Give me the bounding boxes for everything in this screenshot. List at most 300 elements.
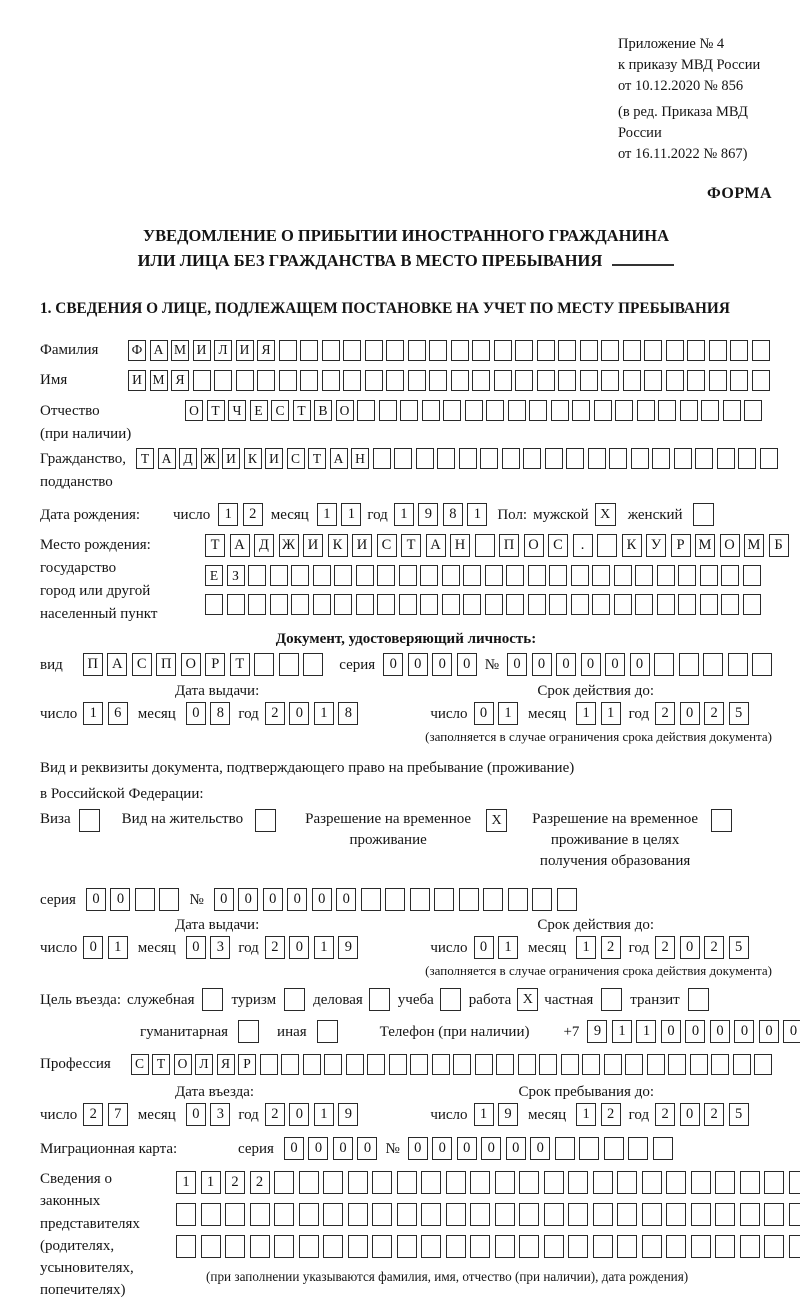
char-cell[interactable]: 2 xyxy=(704,1103,724,1126)
residence-valid-day-cells[interactable] xyxy=(474,936,519,959)
char-cell[interactable]: 1 xyxy=(576,1103,596,1126)
birth-place-cells-row3[interactable] xyxy=(205,594,789,615)
char-cell[interactable] xyxy=(617,1171,637,1194)
char-cell[interactable] xyxy=(475,534,495,557)
char-cell[interactable] xyxy=(495,1235,515,1258)
char-cell[interactable] xyxy=(635,565,653,586)
char-cell[interactable]: 2 xyxy=(655,936,675,959)
char-cell[interactable]: П xyxy=(499,534,519,557)
char-cell[interactable]: 0 xyxy=(186,936,206,959)
char-cell[interactable] xyxy=(291,594,309,615)
char-cell[interactable] xyxy=(679,653,699,676)
char-cell[interactable] xyxy=(356,565,374,586)
char-cell[interactable] xyxy=(442,594,460,615)
char-cell[interactable]: 0 xyxy=(357,1137,377,1160)
char-cell[interactable]: А xyxy=(158,448,176,469)
char-cell[interactable] xyxy=(721,594,739,615)
char-cell[interactable]: Л xyxy=(214,340,232,361)
char-cell[interactable] xyxy=(623,340,641,361)
char-cell[interactable] xyxy=(721,565,739,586)
char-cell[interactable] xyxy=(343,340,361,361)
checkbox-transit[interactable] xyxy=(688,988,709,1011)
char-cell[interactable] xyxy=(470,1171,490,1194)
char-cell[interactable] xyxy=(260,1054,278,1075)
entry-month-cells[interactable] xyxy=(186,1103,231,1126)
char-cell[interactable] xyxy=(408,340,426,361)
char-cell[interactable] xyxy=(674,448,692,469)
char-cell[interactable]: У xyxy=(646,534,666,557)
char-cell[interactable] xyxy=(446,1235,466,1258)
char-cell[interactable] xyxy=(555,1137,575,1160)
char-cell[interactable] xyxy=(568,1235,588,1258)
char-cell[interactable] xyxy=(446,1171,466,1194)
char-cell[interactable] xyxy=(652,448,670,469)
char-cell[interactable] xyxy=(519,1171,539,1194)
char-cell[interactable]: 0 xyxy=(432,653,452,676)
char-cell[interactable]: 8 xyxy=(210,702,230,725)
char-cell[interactable]: Н xyxy=(351,448,369,469)
char-cell[interactable]: А xyxy=(230,534,250,557)
char-cell[interactable] xyxy=(544,1203,564,1226)
char-cell[interactable] xyxy=(580,370,598,391)
char-cell[interactable] xyxy=(568,1171,588,1194)
char-cell[interactable] xyxy=(270,565,288,586)
char-cell[interactable]: Т xyxy=(152,1054,170,1075)
char-cell[interactable] xyxy=(680,400,698,421)
char-cell[interactable] xyxy=(372,1171,392,1194)
char-cell[interactable] xyxy=(443,400,461,421)
char-cell[interactable] xyxy=(463,565,481,586)
migration-card-number-cells[interactable] xyxy=(408,1137,673,1160)
char-cell[interactable] xyxy=(373,448,391,469)
char-cell[interactable]: 2 xyxy=(243,503,263,526)
char-cell[interactable] xyxy=(472,370,490,391)
char-cell[interactable] xyxy=(356,594,374,615)
char-cell[interactable] xyxy=(496,1054,514,1075)
char-cell[interactable]: 0 xyxy=(759,1020,779,1043)
checkbox-temporary-residence-education[interactable] xyxy=(711,809,732,832)
char-cell[interactable]: М xyxy=(150,370,168,391)
stay-year-cells[interactable] xyxy=(655,1103,749,1126)
char-cell[interactable] xyxy=(397,1203,417,1226)
char-cell[interactable]: 5 xyxy=(729,702,749,725)
char-cell[interactable] xyxy=(254,653,274,676)
char-cell[interactable]: 9 xyxy=(498,1103,518,1126)
residence-valid-month-cells[interactable] xyxy=(576,936,621,959)
identity-valid-year-cells[interactable] xyxy=(655,702,749,725)
char-cell[interactable] xyxy=(399,594,417,615)
char-cell[interactable]: 1 xyxy=(394,503,414,526)
char-cell[interactable] xyxy=(523,448,541,469)
char-cell[interactable] xyxy=(324,1054,342,1075)
char-cell[interactable]: 1 xyxy=(498,936,518,959)
char-cell[interactable]: Ч xyxy=(228,400,246,421)
char-cell[interactable] xyxy=(274,1235,294,1258)
char-cell[interactable] xyxy=(752,653,772,676)
char-cell[interactable] xyxy=(715,1235,735,1258)
char-cell[interactable] xyxy=(225,1203,245,1226)
char-cell[interactable] xyxy=(372,1235,392,1258)
char-cell[interactable] xyxy=(668,1054,686,1075)
char-cell[interactable] xyxy=(687,370,705,391)
char-cell[interactable]: 0 xyxy=(86,888,106,911)
char-cell[interactable] xyxy=(592,565,610,586)
char-cell[interactable]: А xyxy=(330,448,348,469)
char-cell[interactable] xyxy=(248,594,266,615)
char-cell[interactable] xyxy=(422,400,440,421)
identity-valid-month-cells[interactable] xyxy=(576,702,621,725)
char-cell[interactable] xyxy=(558,340,576,361)
char-cell[interactable] xyxy=(568,1203,588,1226)
checkbox-residence-permit[interactable] xyxy=(255,809,276,832)
char-cell[interactable]: 0 xyxy=(110,888,130,911)
char-cell[interactable]: 0 xyxy=(680,702,700,725)
residence-doc-series-cells[interactable] xyxy=(86,888,180,911)
char-cell[interactable]: Н xyxy=(450,534,470,557)
char-cell[interactable] xyxy=(334,565,352,586)
char-cell[interactable] xyxy=(642,1171,662,1194)
birth-day-cells[interactable] xyxy=(218,503,263,526)
char-cell[interactable] xyxy=(549,594,567,615)
char-cell[interactable] xyxy=(532,888,552,911)
char-cell[interactable]: 0 xyxy=(289,702,309,725)
char-cell[interactable] xyxy=(789,1171,800,1194)
char-cell[interactable]: И xyxy=(236,340,254,361)
char-cell[interactable] xyxy=(485,594,503,615)
char-cell[interactable]: 0 xyxy=(287,888,307,911)
char-cell[interactable]: Т xyxy=(293,400,311,421)
char-cell[interactable]: С xyxy=(131,1054,149,1075)
char-cell[interactable]: 9 xyxy=(418,503,438,526)
char-cell[interactable]: 8 xyxy=(338,702,358,725)
char-cell[interactable] xyxy=(323,1235,343,1258)
checkbox-male[interactable]: X xyxy=(595,503,616,526)
char-cell[interactable]: О xyxy=(181,653,201,676)
char-cell[interactable] xyxy=(343,370,361,391)
char-cell[interactable] xyxy=(571,565,589,586)
char-cell[interactable]: 0 xyxy=(474,936,494,959)
char-cell[interactable] xyxy=(515,340,533,361)
identity-issue-year-cells[interactable] xyxy=(265,702,359,725)
char-cell[interactable] xyxy=(442,565,460,586)
char-cell[interactable] xyxy=(377,594,395,615)
residence-issue-year-cells[interactable] xyxy=(265,936,359,959)
char-cell[interactable] xyxy=(495,1203,515,1226)
char-cell[interactable] xyxy=(451,370,469,391)
char-cell[interactable] xyxy=(754,1054,772,1075)
char-cell[interactable]: М xyxy=(695,534,715,557)
char-cell[interactable]: 0 xyxy=(507,653,527,676)
given-name-cells[interactable] xyxy=(128,370,770,391)
char-cell[interactable] xyxy=(397,1171,417,1194)
char-cell[interactable] xyxy=(597,534,617,557)
char-cell[interactable]: И xyxy=(193,340,211,361)
char-cell[interactable] xyxy=(508,400,526,421)
char-cell[interactable] xyxy=(416,448,434,469)
char-cell[interactable] xyxy=(432,1054,450,1075)
char-cell[interactable]: 1 xyxy=(83,702,103,725)
char-cell[interactable]: Б xyxy=(769,534,789,557)
legal-cells-row1[interactable] xyxy=(176,1171,800,1194)
char-cell[interactable]: 0 xyxy=(685,1020,705,1043)
char-cell[interactable] xyxy=(437,448,455,469)
char-cell[interactable] xyxy=(475,1054,493,1075)
char-cell[interactable] xyxy=(506,594,524,615)
checkbox-private[interactable] xyxy=(601,988,622,1011)
char-cell[interactable] xyxy=(644,340,662,361)
char-cell[interactable] xyxy=(545,448,563,469)
char-cell[interactable]: К xyxy=(328,534,348,557)
char-cell[interactable]: Я xyxy=(217,1054,235,1075)
char-cell[interactable] xyxy=(709,340,727,361)
char-cell[interactable]: 1 xyxy=(201,1171,221,1194)
char-cell[interactable]: И xyxy=(303,534,323,557)
migration-card-series-cells[interactable] xyxy=(284,1137,378,1160)
char-cell[interactable]: 0 xyxy=(783,1020,800,1043)
char-cell[interactable]: 0 xyxy=(661,1020,681,1043)
char-cell[interactable] xyxy=(730,370,748,391)
checkbox-study[interactable] xyxy=(440,988,461,1011)
char-cell[interactable]: 1 xyxy=(108,936,128,959)
citizenship-cells[interactable] xyxy=(136,448,778,469)
char-cell[interactable]: 0 xyxy=(214,888,234,911)
char-cell[interactable] xyxy=(421,1235,441,1258)
char-cell[interactable] xyxy=(700,594,718,615)
char-cell[interactable] xyxy=(463,594,481,615)
char-cell[interactable]: В xyxy=(314,400,332,421)
char-cell[interactable] xyxy=(274,1203,294,1226)
char-cell[interactable] xyxy=(728,653,748,676)
residence-issue-month-cells[interactable] xyxy=(186,936,231,959)
char-cell[interactable] xyxy=(571,594,589,615)
char-cell[interactable] xyxy=(678,565,696,586)
char-cell[interactable] xyxy=(236,370,254,391)
char-cell[interactable] xyxy=(348,1235,368,1258)
char-cell[interactable]: 2 xyxy=(704,702,724,725)
char-cell[interactable]: 0 xyxy=(680,936,700,959)
char-cell[interactable]: 0 xyxy=(333,1137,353,1160)
char-cell[interactable] xyxy=(176,1235,196,1258)
char-cell[interactable] xyxy=(657,565,675,586)
char-cell[interactable]: 1 xyxy=(314,1103,334,1126)
char-cell[interactable]: 0 xyxy=(308,1137,328,1160)
char-cell[interactable] xyxy=(637,400,655,421)
char-cell[interactable] xyxy=(789,1203,800,1226)
char-cell[interactable]: 3 xyxy=(210,936,230,959)
char-cell[interactable] xyxy=(557,888,577,911)
char-cell[interactable]: Я xyxy=(171,370,189,391)
identity-issue-month-cells[interactable] xyxy=(186,702,231,725)
char-cell[interactable] xyxy=(549,565,567,586)
char-cell[interactable] xyxy=(631,448,649,469)
char-cell[interactable] xyxy=(459,448,477,469)
char-cell[interactable]: 2 xyxy=(265,936,285,959)
char-cell[interactable]: 0 xyxy=(83,936,103,959)
char-cell[interactable] xyxy=(394,448,412,469)
char-cell[interactable] xyxy=(372,1203,392,1226)
char-cell[interactable]: И xyxy=(222,448,240,469)
char-cell[interactable] xyxy=(644,370,662,391)
char-cell[interactable] xyxy=(740,1171,760,1194)
char-cell[interactable] xyxy=(429,340,447,361)
char-cell[interactable]: Л xyxy=(195,1054,213,1075)
entry-day-cells[interactable] xyxy=(83,1103,128,1126)
char-cell[interactable] xyxy=(623,370,641,391)
profession-cells[interactable] xyxy=(131,1054,773,1075)
char-cell[interactable]: 0 xyxy=(605,653,625,676)
char-cell[interactable] xyxy=(322,370,340,391)
char-cell[interactable] xyxy=(313,594,331,615)
char-cell[interactable] xyxy=(580,340,598,361)
char-cell[interactable] xyxy=(386,370,404,391)
char-cell[interactable] xyxy=(508,888,528,911)
char-cell[interactable] xyxy=(715,1203,735,1226)
char-cell[interactable]: 1 xyxy=(576,936,596,959)
char-cell[interactable] xyxy=(717,448,735,469)
char-cell[interactable] xyxy=(420,594,438,615)
char-cell[interactable] xyxy=(494,370,512,391)
char-cell[interactable]: 0 xyxy=(506,1137,526,1160)
checkbox-work[interactable]: X xyxy=(517,988,538,1011)
char-cell[interactable] xyxy=(691,1171,711,1194)
char-cell[interactable] xyxy=(666,370,684,391)
char-cell[interactable]: 2 xyxy=(704,936,724,959)
char-cell[interactable] xyxy=(225,1235,245,1258)
char-cell[interactable]: 2 xyxy=(265,1103,285,1126)
char-cell[interactable]: 7 xyxy=(108,1103,128,1126)
char-cell[interactable] xyxy=(257,370,275,391)
char-cell[interactable]: М xyxy=(744,534,764,557)
char-cell[interactable]: 9 xyxy=(338,1103,358,1126)
char-cell[interactable]: Р xyxy=(238,1054,256,1075)
char-cell[interactable]: К xyxy=(622,534,642,557)
char-cell[interactable] xyxy=(566,448,584,469)
char-cell[interactable] xyxy=(397,1235,417,1258)
char-cell[interactable]: 0 xyxy=(630,653,650,676)
char-cell[interactable]: И xyxy=(128,370,146,391)
char-cell[interactable]: Ф xyxy=(128,340,146,361)
char-cell[interactable] xyxy=(617,1235,637,1258)
char-cell[interactable]: 0 xyxy=(530,1137,550,1160)
checkbox-visa[interactable] xyxy=(79,809,100,832)
char-cell[interactable] xyxy=(715,1171,735,1194)
char-cell[interactable] xyxy=(700,565,718,586)
char-cell[interactable]: 3 xyxy=(210,1103,230,1126)
char-cell[interactable] xyxy=(281,1054,299,1075)
char-cell[interactable] xyxy=(711,1054,729,1075)
char-cell[interactable]: О xyxy=(174,1054,192,1075)
char-cell[interactable] xyxy=(709,370,727,391)
char-cell[interactable] xyxy=(789,1235,800,1258)
char-cell[interactable] xyxy=(159,888,179,911)
char-cell[interactable]: 2 xyxy=(225,1171,245,1194)
char-cell[interactable]: 1 xyxy=(317,503,337,526)
char-cell[interactable] xyxy=(201,1235,221,1258)
char-cell[interactable] xyxy=(323,1203,343,1226)
char-cell[interactable] xyxy=(701,400,719,421)
identity-issue-day-cells[interactable] xyxy=(83,702,128,725)
char-cell[interactable] xyxy=(279,340,297,361)
char-cell[interactable] xyxy=(588,448,606,469)
char-cell[interactable]: 0 xyxy=(680,1103,700,1126)
char-cell[interactable] xyxy=(506,565,524,586)
char-cell[interactable] xyxy=(593,1171,613,1194)
identity-doc-series-cells[interactable] xyxy=(383,653,477,676)
char-cell[interactable]: 0 xyxy=(432,1137,452,1160)
char-cell[interactable]: 1 xyxy=(341,503,361,526)
char-cell[interactable]: 0 xyxy=(238,888,258,911)
char-cell[interactable]: С xyxy=(287,448,305,469)
char-cell[interactable] xyxy=(572,400,590,421)
char-cell[interactable] xyxy=(593,1235,613,1258)
char-cell[interactable] xyxy=(625,1054,643,1075)
char-cell[interactable]: Т xyxy=(230,653,250,676)
char-cell[interactable] xyxy=(544,1235,564,1258)
char-cell[interactable]: 1 xyxy=(176,1171,196,1194)
char-cell[interactable]: Е xyxy=(205,565,223,586)
char-cell[interactable] xyxy=(740,1203,760,1226)
char-cell[interactable] xyxy=(205,594,223,615)
char-cell[interactable]: М xyxy=(171,340,189,361)
char-cell[interactable] xyxy=(764,1235,784,1258)
checkbox-female[interactable] xyxy=(693,503,714,526)
char-cell[interactable]: 5 xyxy=(729,936,749,959)
char-cell[interactable] xyxy=(214,370,232,391)
char-cell[interactable] xyxy=(176,1203,196,1226)
surname-cells[interactable] xyxy=(128,340,770,361)
char-cell[interactable]: 0 xyxy=(556,653,576,676)
char-cell[interactable] xyxy=(451,340,469,361)
residence-valid-year-cells[interactable] xyxy=(655,936,749,959)
char-cell[interactable] xyxy=(279,653,299,676)
char-cell[interactable]: 1 xyxy=(467,503,487,526)
char-cell[interactable]: А xyxy=(150,340,168,361)
checkbox-humanitarian[interactable] xyxy=(238,1020,259,1043)
char-cell[interactable] xyxy=(730,340,748,361)
char-cell[interactable]: 2 xyxy=(83,1103,103,1126)
char-cell[interactable]: 0 xyxy=(532,653,552,676)
stay-month-cells[interactable] xyxy=(576,1103,621,1126)
char-cell[interactable] xyxy=(528,594,546,615)
legal-cells-row2[interactable] xyxy=(176,1203,800,1226)
patronymic-cells[interactable] xyxy=(185,400,762,421)
char-cell[interactable] xyxy=(601,370,619,391)
char-cell[interactable] xyxy=(666,1235,686,1258)
char-cell[interactable] xyxy=(594,400,612,421)
char-cell[interactable]: Р xyxy=(671,534,691,557)
char-cell[interactable] xyxy=(539,1054,557,1075)
char-cell[interactable] xyxy=(654,653,674,676)
char-cell[interactable] xyxy=(666,1171,686,1194)
char-cell[interactable] xyxy=(346,1054,364,1075)
char-cell[interactable]: 2 xyxy=(601,1103,621,1126)
char-cell[interactable] xyxy=(485,565,503,586)
char-cell[interactable] xyxy=(193,370,211,391)
char-cell[interactable]: 0 xyxy=(581,653,601,676)
char-cell[interactable]: Ж xyxy=(279,534,299,557)
char-cell[interactable]: 5 xyxy=(729,1103,749,1126)
char-cell[interactable] xyxy=(434,888,454,911)
char-cell[interactable]: Р xyxy=(205,653,225,676)
char-cell[interactable] xyxy=(518,1054,536,1075)
char-cell[interactable] xyxy=(361,888,381,911)
char-cell[interactable] xyxy=(303,653,323,676)
char-cell[interactable]: 0 xyxy=(734,1020,754,1043)
char-cell[interactable] xyxy=(615,400,633,421)
char-cell[interactable] xyxy=(386,340,404,361)
checkbox-tourism[interactable] xyxy=(284,988,305,1011)
char-cell[interactable] xyxy=(250,1203,270,1226)
